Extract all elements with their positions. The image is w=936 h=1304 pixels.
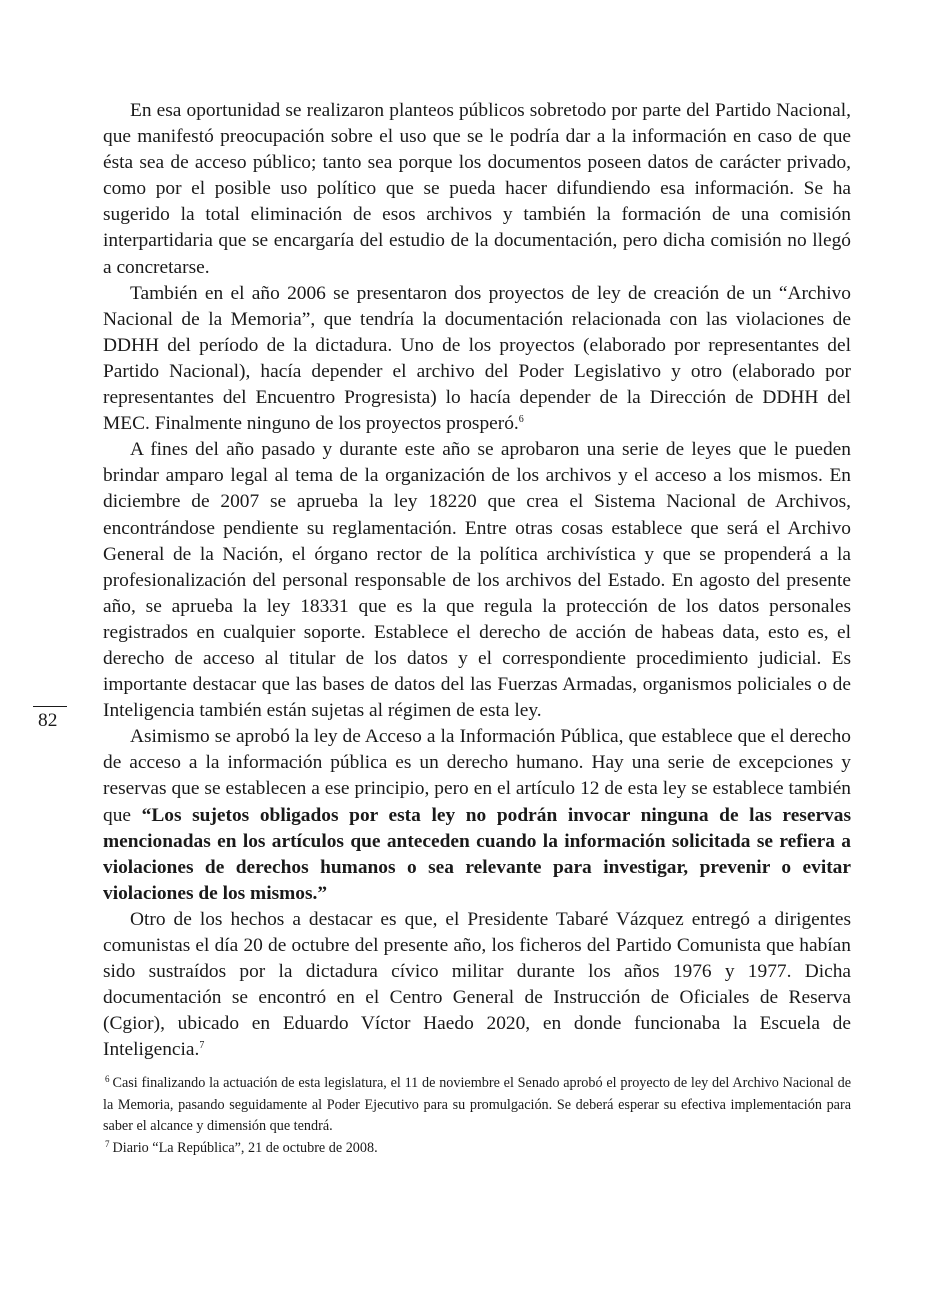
paragraph	[103, 907, 851, 1064]
body-text	[103, 98, 851, 1063]
footnote	[103, 1138, 851, 1160]
footnote-reference[interactable]: 7	[199, 1040, 205, 1052]
paragraph	[103, 437, 851, 724]
footnote	[103, 1073, 851, 1138]
page-number-rule	[33, 706, 67, 707]
footnote-mark: 7	[105, 1138, 110, 1149]
quoted-article-text: “Los sujetos obligados por esta ley no podrán invocar ninguna de las reservas mencionadas en los artículos que anteceden cuando la información solicitada se refiera a violaciones de derechos humanos o sea relevante para investigar, prevenir o evitar violaciones de los mismos.”	[103, 804, 851, 904]
paragraph-text: Otro de los hechos a destacar es que, el Presidente Tabaré Vázquez entregó a dirigentes comunistas el día 20 de octubre del presente año, los ficheros del Partido Comunista que habían sido sustraídos por la dictadura cívico militar durante los años 1976 y 1977. Dicha documentación se encontró en el Centro General de Instrucción de Oficiales de Reserva (Cgior), ubicado en Eduardo Víctor Haedo 2020, en donde funcionaba la Escuela de Inteligencia.	[103, 908, 851, 1061]
paragraph-text: También en el año 2006 se presentaron dos proyectos de ley de creación de un “Archivo Nacional de la Memoria”, que tendría la documentación relacionada con las violaciones de DDHH del período de la dictadura. Uno de los proyectos (elaborado por representantes del Partido Nacional), hacía depender el archivo del Poder Legislativo y otro (elaborado por representantes del Encuentro Progresista) lo hacía depender de la Dirección de DDHH del MEC. Finalmente ninguno de los proyectos prosperó.	[103, 282, 851, 435]
paragraph-text: A fines del año pasado y durante este año se aprobaron una serie de leyes que le pueden brindar amparo legal al tema de la organización de los archivos y el acceso a los mismos. En diciembre de 2007 se aprueba la ley 18220 que crea el Sistema Nacional de Archivos, encontrándose pendiente su reglamentación. Entre otras cosas establece que será el Archivo General de la Nación, el órgano rector de la política archivística y que se propenderá a la profesionalización del personal responsable de los archivos del Estado. En agosto del presente año, se aprueba la ley 18331 que es la que regula la protección de los datos personales registrados en cualquier soporte. Establece el derecho de acción de habeas data, esto es, el derecho de acceso al titular de los datos y el correspondiente procedimiento judicial. Es importante destacar que las bases de datos del las Fuerzas Armadas, organismos policiales o de Inteligencia también están sujetas al régimen de esta ley.	[103, 439, 851, 722]
footnote-text: Casi finalizando la actuación de esta legislatura, el 11 de noviembre el Senado aprobó el proyecto de ley del Archivo Nacional de la Memoria, pasando seguidamente al Poder Ejecutivo para su promulgación. Se deberá esperar su efectiva implementación para saber el alcance y dimensión que tendrá.	[103, 1075, 851, 1134]
paragraph-text: Asimismo se aprobó la ley de Acceso a la Información Pública, que establece que el derecho de acceso a la información pública es un derecho humano. Hay una serie de excepciones y reservas que se establecen a ese principio, pero en el artículo 12 de esta ley se establece también que	[103, 726, 851, 826]
footnotes	[103, 1073, 851, 1159]
paragraph	[103, 98, 851, 281]
paragraph	[103, 724, 851, 907]
footnote-mark: 6	[105, 1074, 110, 1084]
paragraph-text: En esa oportunidad se realizaron planteos públicos sobretodo por parte del Partido Nacional, que manifestó preocupación sobre el uso que se le podría dar a la información en caso de que ésta sea de acceso público; tanto sea porque los documentos poseen datos de carácter privado, como por el posible uso político que se pueda hacer difundiendo esa información. Se ha sugerido la total eliminación de esos archivos y también la formación de una comisión interpartidaria que se encargaría del estudio de la documentación, pero dicha comisión no llegó a concretarse.	[103, 100, 851, 278]
paragraph	[103, 281, 851, 438]
footnote-text: Diario “La República”, 21 de octubre de 2008.	[112, 1139, 378, 1156]
footnote-reference[interactable]: 6	[518, 414, 524, 426]
page-number: 82	[38, 710, 58, 731]
